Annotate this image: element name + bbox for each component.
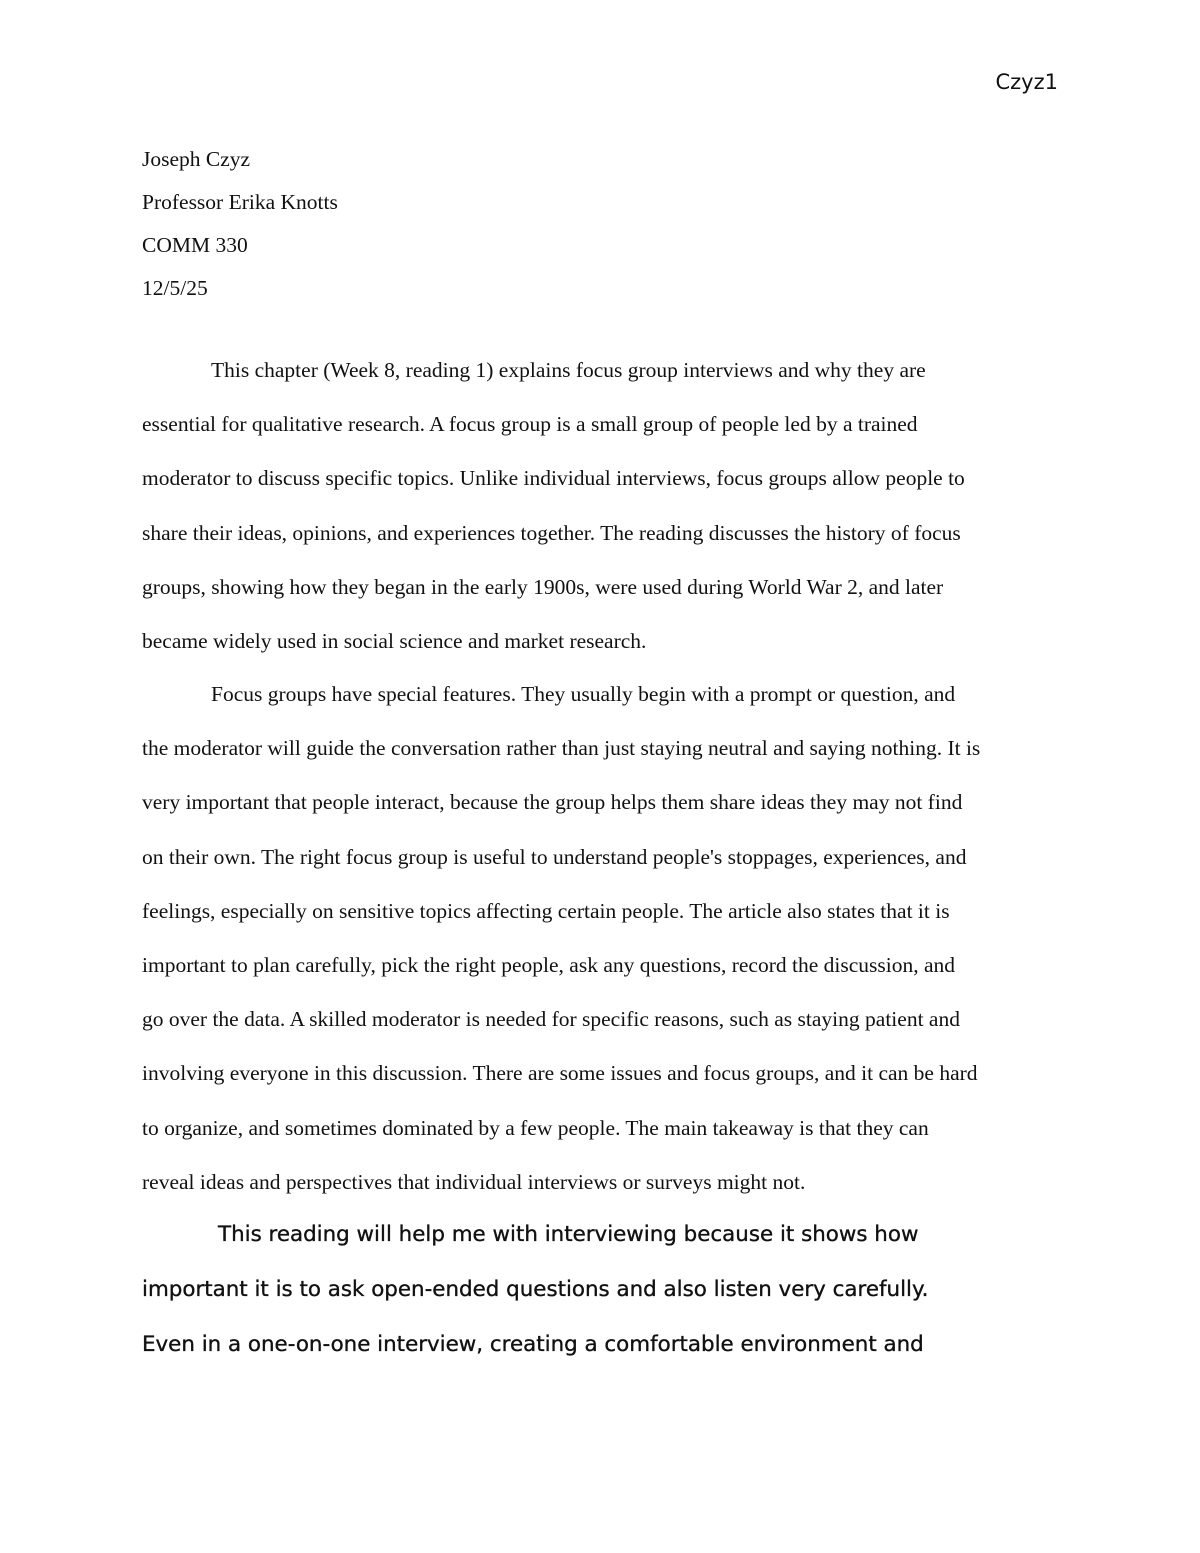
paragraph-3 [142, 1207, 1142, 1372]
paragraph-line: groups, showing how they began in the early 1900s, were used during World War 2, and later [142, 574, 944, 599]
paragraph-line: to organize, and sometimes dominated by a few people. The main takeaway is that they can [142, 1115, 929, 1140]
paragraph-line: important to plan carefully, pick the right people, ask any questions, record the discussion, and [142, 952, 956, 977]
paragraph-line: became widely used in social science and market research. [142, 628, 647, 653]
paragraph-line: Even in a one-on-one interview, creating a comfortable environment and [142, 1332, 924, 1357]
paragraph-line: very important that people interact, because the group helps them share ideas they may not find [142, 790, 963, 815]
paragraph-line: the moderator will guide the conversation rather than just staying neutral and saying nothing. It is [142, 736, 981, 761]
paragraph-line: moderator to discuss specific topics. Unlike individual interviews, focus groups allow people to [142, 466, 965, 491]
paragraph-line: essential for qualitative research. A focus group is a small group of people led by a trained [142, 412, 918, 437]
paragraph-line: feelings, especially on sensitive topics affecting certain people. The article also states that it is [142, 898, 950, 923]
author-name: Joseph Czyz [142, 147, 251, 171]
date: 12/5/25 [142, 276, 208, 300]
paragraph-line: This chapter (Week 8, reading 1) explains focus group interviews and why they are [211, 358, 926, 382]
paragraph-line: reveal ideas and perspectives that individual interviews or surveys might not. [142, 1169, 806, 1194]
paragraph-line: involving everyone in this discussion. There are some issues and focus groups, and it can be hard [142, 1061, 978, 1086]
paragraph-line: on their own. The right focus group is useful to understand people's stoppages, experiences, and [142, 844, 967, 869]
professor-name: Professor Erika Knotts [142, 190, 338, 214]
page-header: Czyz1 [995, 70, 1058, 94]
mla-heading [142, 138, 338, 310]
paragraph-line: important it is to ask open-ended questions and also listen very carefully. [142, 1277, 929, 1302]
course-name: COMM 330 [142, 233, 248, 257]
paragraph-line: go over the data. A skilled moderator is needed for specific reasons, such as staying patient and [142, 1007, 960, 1032]
paragraph-1 [142, 343, 1062, 668]
paragraph-line: This reading will help me with interviewing because it shows how [218, 1222, 919, 1247]
paragraph-line: Focus groups have special features. They usually begin with a prompt or question, and [211, 682, 956, 706]
paragraph-line: share their ideas, opinions, and experiences together. The reading discusses the history of focus [142, 520, 961, 545]
paragraph-2 [142, 667, 1062, 1209]
